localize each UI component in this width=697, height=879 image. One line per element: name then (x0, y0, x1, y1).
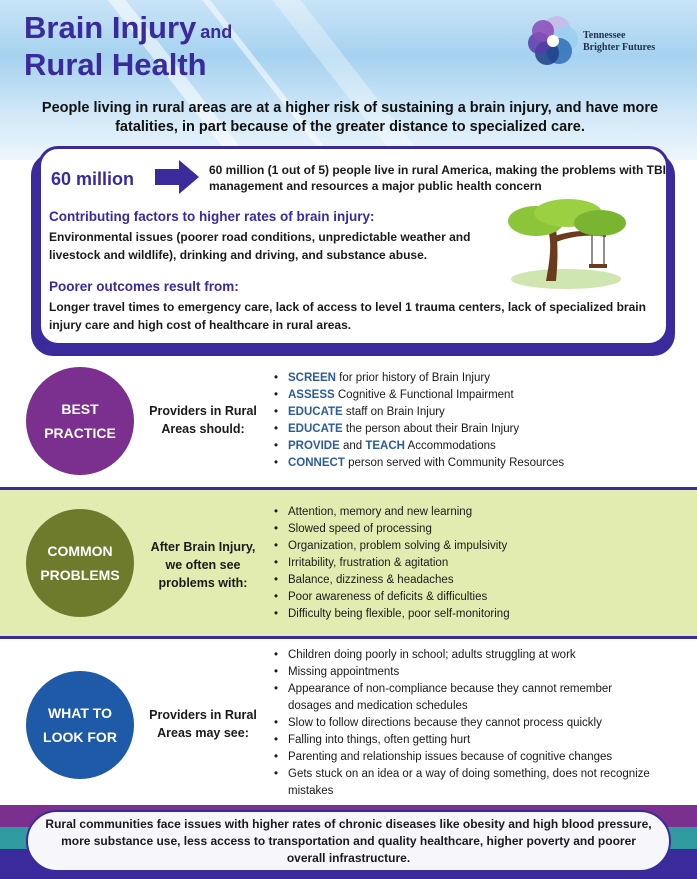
intro-line1: Providers in Rural (149, 708, 257, 722)
list-item: • Irritability, frustration & agitation (274, 555, 674, 572)
item-text: Cognitive & Functional Impairment (334, 389, 514, 401)
factors-heading: Contributing factors to higher rates of brain injury: (49, 209, 375, 224)
list-item: • Difficulty being flexible, poor self-monitoring (274, 606, 674, 623)
look-for-intro (140, 706, 266, 742)
list-item: • Children doing poorly in school; adults struggling at work (274, 647, 650, 664)
list-item: • Attention, memory and new learning (274, 504, 674, 521)
item-text: and (339, 440, 366, 452)
keyword: PROVIDE (288, 440, 340, 452)
big-number: 60 million (51, 169, 135, 189)
item-text: person served with Community Resources (344, 457, 565, 469)
stats-card (38, 146, 669, 346)
header-subtitle: People living in rural areas are at a higher risk of sustaining a brain injury, and have more fatalities, in part because of the greater distance to specialized care. (41, 100, 659, 135)
right-arrow-icon (155, 160, 199, 194)
keyword: CONNECT (288, 457, 345, 469)
list-item (274, 455, 674, 472)
title-line1: Brain Injury (24, 10, 197, 45)
list-item: • Parenting and relationship issues because of cognitive changes (274, 749, 650, 766)
common-problems-circle (26, 509, 134, 617)
look-for-line2: LOOK FOR (43, 729, 117, 745)
list-item: • Organization, problem solving & impulsivity (274, 538, 674, 555)
intro-line3: problems with: (158, 576, 248, 590)
keyword: TEACH (365, 440, 405, 452)
header-banner (0, 0, 697, 160)
list-item (274, 404, 674, 421)
keyword: EDUCATE (288, 406, 343, 418)
item-text: Accommodations (404, 440, 496, 452)
best-practice-intro (140, 402, 266, 438)
best-practice-line1: BEST (61, 401, 99, 417)
logo-text-line2: Brighter Futures (583, 42, 656, 53)
list-item: • Balance, dizziness & headaches (274, 572, 674, 589)
best-practice-section (0, 362, 697, 487)
number-description: 60 million (1 out of 5) people live in rural America, making the problems with TBI management and resources a major public health concern (209, 163, 666, 193)
common-problems-line1: COMMON (47, 543, 113, 559)
common-problems-intro (140, 538, 266, 592)
keyword: EDUCATE (288, 423, 343, 435)
look-for-line1: WHAT TO (47, 705, 112, 721)
list-item: • Gets stuck on an idea or a way of doing something, does not recognize mistakes (274, 766, 650, 800)
logo-text-line1: Tennessee (583, 30, 626, 41)
common-problems-line2: PROBLEMS (40, 567, 120, 583)
tennessee-brighter-futures-logo-icon (527, 15, 579, 67)
item-text: the person about their Brain Injury (342, 423, 520, 435)
intro-line2: we often see (165, 558, 241, 572)
keyword: ASSESS (288, 389, 335, 401)
intro-line1: After Brain Injury, (150, 540, 256, 554)
list-item: • Slowed speed of processing (274, 521, 674, 538)
best-practice-circle (26, 367, 134, 475)
outcomes-body: Longer travel times to emergency care, lack of access to level 1 trauma centers, lack of specialized brain injury care and high cost of healthcare in rural areas. (49, 300, 646, 332)
common-problems-section (0, 490, 697, 636)
list-item: • Falling into things, often getting hurt (274, 732, 650, 749)
list-item (274, 370, 674, 387)
item-text: for prior history of Brain Injury (335, 372, 490, 384)
tree-swing-icon (506, 199, 628, 291)
look-for-section (0, 639, 697, 805)
keyword: SCREEN (288, 372, 336, 384)
list-item (274, 387, 674, 404)
look-for-list (274, 647, 650, 800)
page-title (24, 10, 232, 46)
footer-callout (26, 810, 671, 872)
list-item (274, 421, 674, 438)
common-problems-list (274, 504, 674, 623)
list-item: • Missing appointments (274, 664, 650, 681)
title-and: and (200, 22, 233, 42)
list-item (274, 438, 674, 455)
list-item: • Appearance of non-compliance because they cannot remember dosages and medication schedules (274, 681, 650, 715)
factors-body: Environmental issues (poorer road conditions, unpredictable weather and livestock and wildlife), drinking and driving, and substance abuse. (49, 230, 471, 262)
look-for-circle (26, 671, 134, 779)
footer-text: Rural communities face issues with higher rates of chronic diseases like obesity and high blood pressure, more substance use, less access to transportation and quality healthcare, higher poverty and poorer overall infrastructure. (45, 816, 652, 865)
item-text: staff on Brain Injury (342, 406, 445, 418)
best-practice-list (274, 370, 674, 472)
logo-text (583, 30, 655, 54)
list-item: • Poor awareness of deficits & difficulties (274, 589, 674, 606)
intro-line1: Providers in Rural (149, 404, 257, 418)
title-line2: Rural Health (24, 47, 207, 82)
outcomes-heading: Poorer outcomes result from: (49, 279, 239, 294)
list-item: • Slow to follow directions because they cannot process quickly (274, 715, 650, 732)
intro-line2: Areas should: (161, 422, 245, 436)
best-practice-line2: PRACTICE (44, 425, 116, 441)
intro-line2: Areas may see: (157, 726, 249, 740)
